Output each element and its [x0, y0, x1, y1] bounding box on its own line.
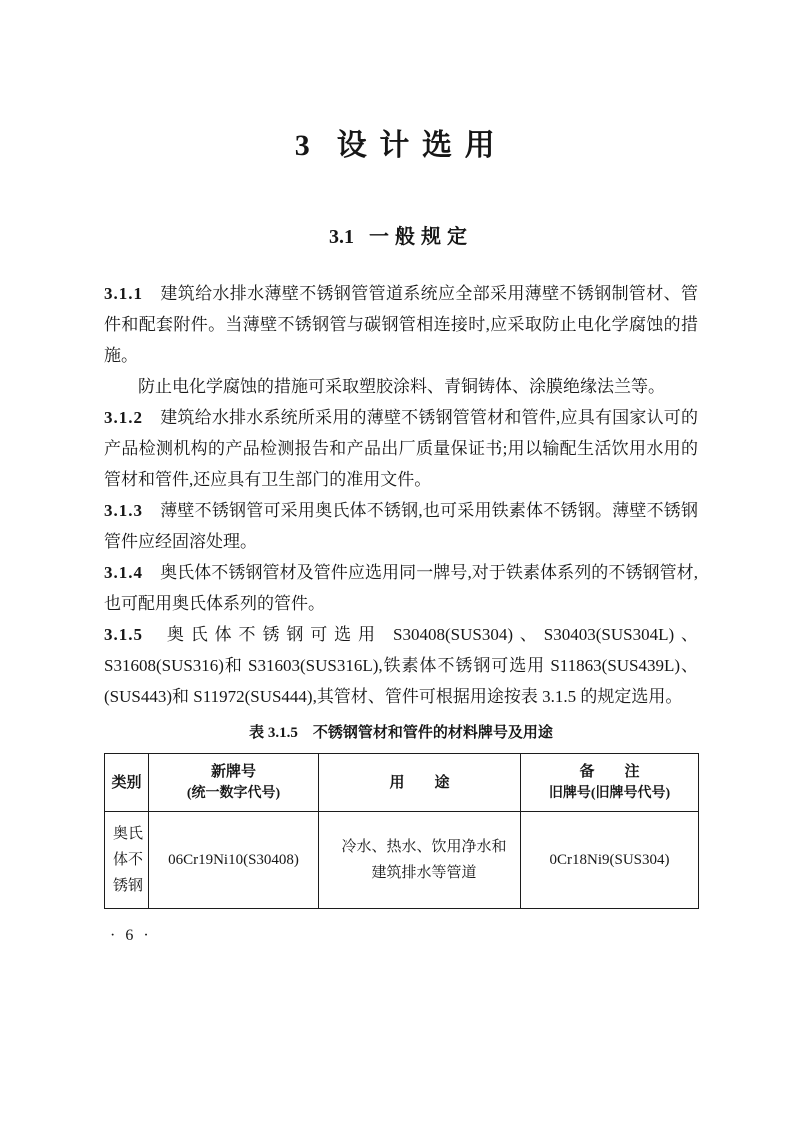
cell-old-grade: 0Cr18Ni9(SUS304) — [521, 812, 699, 909]
clause-text: 奥氏体不锈钢可选用 S30408(SUS304)、S30403(SUS304L)、S31608(SUS316)和 S31603(SUS316L),铁素体不锈钢可选用 S11863(SUS439L)、(SUS443)和 S11972(SUS444),其管材、管件可根据用途按表 3.1.5 的规定选用。 — [104, 625, 698, 706]
section-title-text: 一般规定 — [369, 226, 473, 248]
table-caption: 表 3.1.5 不锈钢管材和管件的材料牌号及用途 — [249, 725, 553, 741]
cell-usage: 冷水、热水、饮用净水和建筑排水等管道 — [319, 812, 521, 909]
cell-new-grade: 06Cr19Ni10(S30408) — [149, 812, 319, 909]
body-text — [104, 278, 698, 712]
chapter-number: 3 — [294, 129, 310, 162]
clause-3-1-4 — [104, 557, 698, 619]
col-header-remark — [521, 754, 699, 812]
section-number: 3.1 — [329, 226, 354, 248]
chapter-title — [104, 130, 698, 162]
clause-number: 3.1.3 — [104, 501, 143, 520]
clause-3-1-3 — [104, 495, 698, 557]
clause-text: 建筑给水排水薄壁不锈钢管管道系统应全部采用薄壁不锈钢制管材、管件和配套附件。当薄壁不锈钢管与碳钢管相连接时,应采取防止电化学腐蚀的措施。 — [104, 284, 698, 365]
page-number: · 6 · — [110, 927, 152, 944]
chapter-title-text: 设计选用 — [336, 129, 508, 162]
clause-number: 3.1.1 — [104, 284, 143, 303]
col-header-usage: 用 途 — [319, 754, 521, 812]
note-paragraph — [104, 371, 698, 402]
header-line-remark: 备 注 — [579, 763, 640, 780]
header-line-new-grade: 新牌号 — [210, 763, 256, 780]
col-header-new-grade — [149, 754, 319, 812]
clause-text: 薄壁不锈钢管可采用奥氏体不锈钢,也可采用铁素体不锈钢。薄壁不锈钢管件应经固溶处理。 — [104, 501, 698, 551]
clause-number: 3.1.2 — [104, 408, 143, 427]
clause-number: 3.1.4 — [104, 563, 143, 582]
clause-text: 防止电化学腐蚀的措施可采取塑胶涂料、青铜铸体、涂膜绝缘法兰等。 — [138, 377, 665, 396]
header-line-old-grade: 旧牌号(旧牌号代号) — [548, 785, 671, 801]
header-line-unified-code: (统一数字代号) — [186, 785, 281, 801]
clause-text: 建筑给水排水系统所采用的薄壁不锈钢管管材和管件,应具有国家认可的产品检测机构的产品检测报告和产品出厂质量保证书;用以输配生活饮用水用的管材和管件,还应具有卫生部门的准用文件。 — [104, 408, 698, 489]
material-grade-table — [104, 753, 699, 909]
clause-3-1-2 — [104, 402, 698, 495]
clause-number: 3.1.5 — [104, 625, 143, 644]
clause-text: 奥氏体不锈钢管材及管件应选用同一牌号,对于铁素体系列的不锈钢管材,也可配用奥氏体系列的管件。 — [104, 563, 698, 613]
cell-category: 奥氏体不锈钢 — [105, 812, 149, 909]
table-header-row — [105, 754, 699, 812]
clause-3-1-5 — [104, 619, 698, 712]
section-title — [104, 224, 698, 250]
col-header-category: 类别 — [105, 754, 149, 812]
table-row-austenitic — [105, 812, 699, 909]
clause-3-1-1 — [104, 278, 698, 371]
